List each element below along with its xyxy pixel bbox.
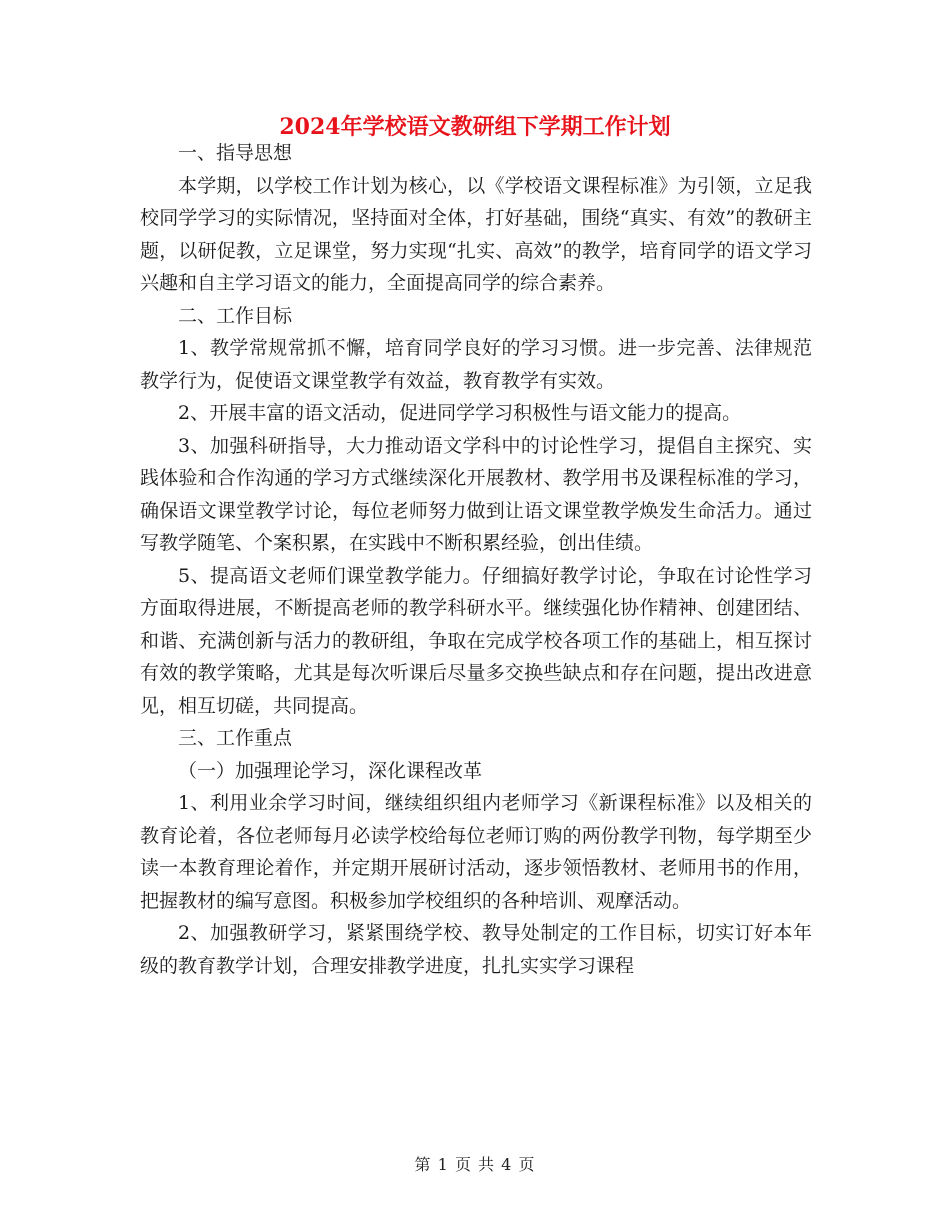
paragraph-goal-5: 5、提高语文老师们课堂教学能力。仔细搞好教学讨论，争取在讨论性学习方面取得进展，不断提高老师的教学科研水平。继续强化协作精神、创建团结、和谐、充满创新与活力的教研组，争取在完成学校各项工作的基础上，相互探讨有效的教学策略，尤其是每次听课后尽量多交换些缺点和存在问题，提出改进意见，相互切磋，共同提高。 bbox=[140, 564, 812, 717]
footer-suffix: 页 bbox=[518, 1155, 536, 1174]
page-footer bbox=[0, 1152, 950, 1175]
footer-current-page: 1 bbox=[437, 1155, 449, 1174]
section-heading-guiding-thought: 一、指导思想 bbox=[178, 142, 293, 164]
paragraph-focus-2: 2、加强教研学习，紧紧围绕学校、教导处制定的工作目标，切实订好本年级的教育教学计划，合理安排教学进度，扎扎实实学习课程 bbox=[140, 922, 812, 977]
paragraph-guiding-thought: 本学期，以学校工作计划为核心，以《学校语文课程标准》为引领，立足我校同学学习的实际情况，坚持面对全体，打好基础，围绕“真实、有效”的教研主题，以研促教，立足课堂，努力实现“扎实、高效”的教学，培育同学的语文学习兴趣和自主学习语文的能力，全面提高同学的综合素养。 bbox=[140, 174, 812, 294]
footer-total-pages: 4 bbox=[501, 1155, 513, 1174]
footer-total-label: 共 bbox=[478, 1155, 496, 1174]
paragraph-goal-3: 3、加强科研指导，大力推动语文学科中的讨论性学习，提倡自主探究、实践体验和合作沟通的学习方式继续深化开展教材、教学用书及课程标准的学习，确保语文课堂教学讨论，每位老师努力做到让语文课堂教学焕发生命活力。通过写教学随笔、个案积累，在实践中不断积累经验，创出佳绩。 bbox=[140, 434, 812, 554]
paragraph-focus-1: 1、利用业余学习时间，继续组织组内老师学习《新课程标准》以及相关的教育论着，各位老师每月必读学校给每位老师订购的两份教学刊物，每学期至少读一本教育理论着作，并定期开展研讨活动，逐步领悟教材、老师用书的作用，把握教材的编写意图。积极参加学校组织的各种培训、观摩活动。 bbox=[140, 792, 812, 912]
section-heading-work-focus: 三、工作重点 bbox=[178, 727, 293, 749]
document-title: 2024年学校语文教研组下学期工作计划 bbox=[279, 114, 671, 140]
section-heading-work-goals: 二、工作目标 bbox=[178, 304, 293, 327]
paragraph-goal-2: 2、开展丰富的语文活动，促进同学学习积极性与语文能力的提高。 bbox=[178, 402, 742, 424]
paragraph-goal-1: 1、教学常规常抓不懈，培育同学良好的学习习惯。进一步完善、法律规范教学行为，促使语文课堂教学有效益，教育教学有实效。 bbox=[140, 337, 812, 392]
footer-prefix: 第 bbox=[414, 1155, 432, 1174]
document-body bbox=[140, 137, 812, 982]
subsection-heading-theory-study: （一）加强理论学习，深化课程改革 bbox=[178, 759, 483, 782]
footer-page-label: 页 bbox=[454, 1155, 472, 1174]
